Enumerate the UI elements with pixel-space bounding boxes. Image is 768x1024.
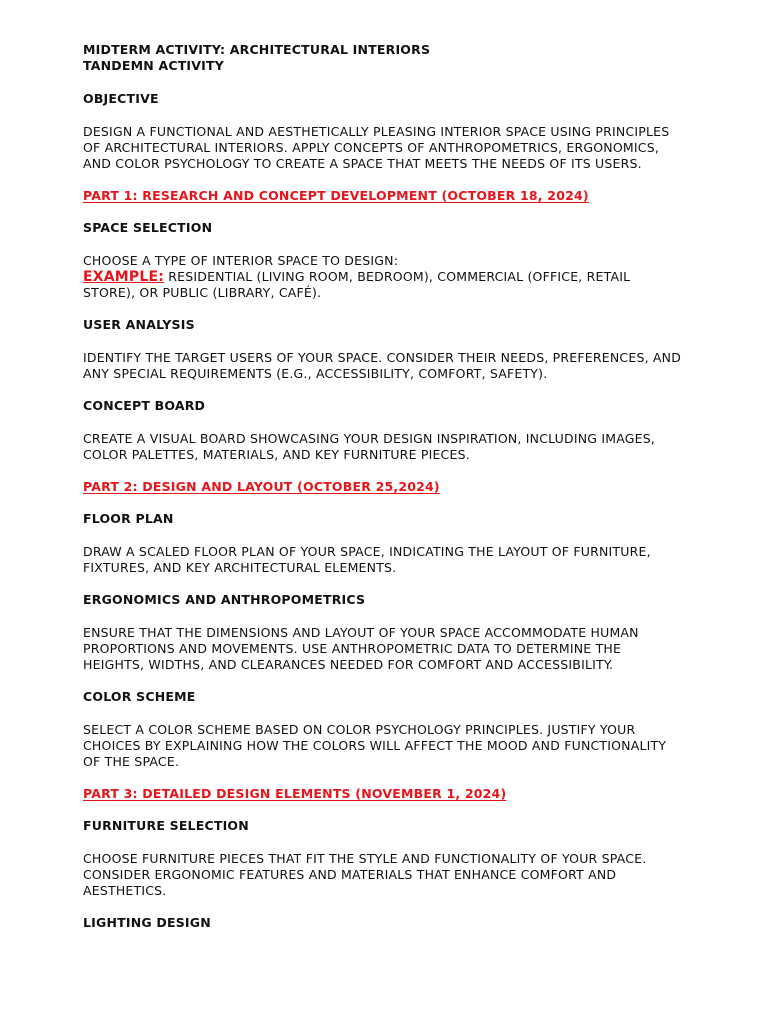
color-scheme-heading: COLOR SCHEME [83, 689, 196, 704]
space-selection-heading: SPACE SELECTION [83, 220, 213, 235]
ergonomics-text: ENSURE THAT THE DIMENSIONS AND LAYOUT OF YOUR SPACE ACCOMMODATE HUMAN PROPORTIONS AND MOVEMENTS. USE ANTHROPOMETRIC DATA TO DETERMINE THE HEIGHTS, WIDTHS, AND CLEARANCES NEEDED FOR COMFORT AND ACCESSIBILITY. [83, 625, 639, 672]
floor-plan-heading: FLOOR PLAN [83, 511, 174, 526]
title-line-1: MIDTERM ACTIVITY: ARCHITECTURAL INTERIORS [83, 42, 431, 57]
lighting-design-heading: LIGHTING DESIGN [83, 915, 211, 930]
example-text: RESIDENTIAL (LIVING ROOM, BEDROOM), COMMERCIAL (OFFICE, RETAIL STORE), OR PUBLIC (LIBRARY, CAFÉ). [83, 269, 631, 300]
floor-plan-text: DRAW A SCALED FLOOR PLAN OF YOUR SPACE, INDICATING THE LAYOUT OF FURNITURE, FIXTURES, AND KEY ARCHITECTURAL ELEMENTS. [83, 544, 651, 575]
part1-heading: PART 1: RESEARCH AND CONCEPT DEVELOPMENT (OCTOBER 18, 2024) [83, 188, 589, 203]
concept-board-text: CREATE A VISUAL BOARD SHOWCASING YOUR DESIGN INSPIRATION, INCLUDING IMAGES, COLOR PALETTES, MATERIALS, AND KEY FURNITURE PIECES. [83, 431, 656, 462]
user-analysis-text: IDENTIFY THE TARGET USERS OF YOUR SPACE. CONSIDER THEIR NEEDS, PREFERENCES, AND ANY SPECIAL REQUIREMENTS (E.G., ACCESSIBILITY, COMFORT, SAFETY). [83, 350, 682, 381]
objective-heading: OBJECTIVE [83, 91, 159, 106]
document-page [83, 42, 683, 931]
space-selection-instruction: CHOOSE A TYPE OF INTERIOR SPACE TO DESIGN: [83, 253, 399, 268]
color-scheme-text: SELECT A COLOR SCHEME BASED ON COLOR PSYCHOLOGY PRINCIPLES. JUSTIFY YOUR CHOICES BY EXPLAINING HOW THE COLORS WILL AFFECT THE MOOD AND FUNCTIONALITY OF THE SPACE. [83, 722, 667, 769]
user-analysis-heading: USER ANALYSIS [83, 317, 195, 332]
part3-heading: PART 3: DETAILED DESIGN ELEMENTS (NOVEMBER 1, 2024) [83, 786, 507, 801]
space-selection-text [83, 253, 683, 301]
ergonomics-heading: ERGONOMICS AND ANTHROPOMETRICS [83, 592, 366, 607]
part2-heading: PART 2: DESIGN AND LAYOUT (OCTOBER 25,2024) [83, 479, 440, 494]
document-title [83, 42, 683, 74]
example-label: EXAMPLE: [83, 269, 165, 285]
furniture-selection-text: CHOOSE FURNITURE PIECES THAT FIT THE STYLE AND FUNCTIONALITY OF YOUR SPACE. CONSIDER ERGONOMIC FEATURES AND MATERIALS THAT ENHANCE COMFORT AND AESTHETICS. [83, 851, 647, 898]
objective-text: DESIGN A FUNCTIONAL AND AESTHETICALLY PLEASING INTERIOR SPACE USING PRINCIPLES OF ARCHITECTURAL INTERIORS. APPLY CONCEPTS OF ANTHROPOMETRICS, ERGONOMICS, AND COLOR PSYCHOLOGY TO CREATE A SPACE THAT MEETS THE NEEDS OF ITS USERS. [83, 124, 670, 171]
title-line-2: TANDEMN ACTIVITY [83, 58, 224, 73]
furniture-selection-heading: FURNITURE SELECTION [83, 818, 249, 833]
concept-board-heading: CONCEPT BOARD [83, 398, 206, 413]
